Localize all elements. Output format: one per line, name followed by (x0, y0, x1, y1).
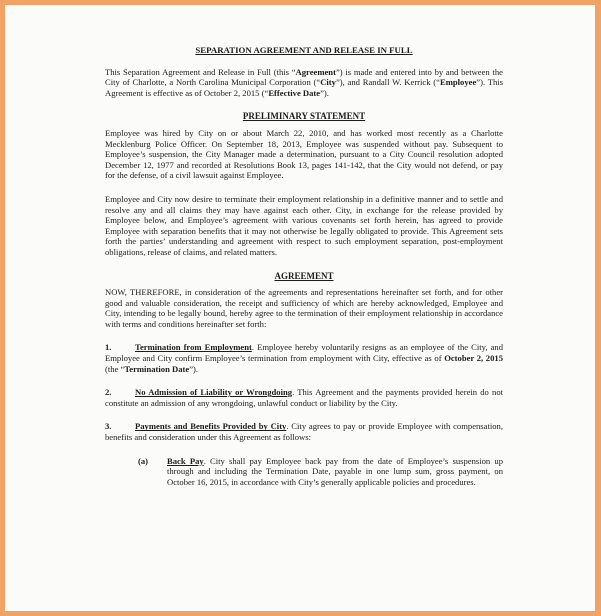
subclause-text: . City shall pay Employee back pay from the date of Employee’s suspension up through and including the Termination Date, payable in one lump sum, gross payment, on October 16, 2015, in accordance with City’s generally applicable policies and procedures. (167, 455, 503, 487)
clause-payments: 3. Payments and Benefits Provided by City. City agrees to pay or provide Employee with compensation, benefits and consideration under this Agreement as follows: (105, 421, 503, 443)
defined-term-effective-date: Effective Date (268, 87, 321, 98)
clause-heading: Termination from Employment (135, 342, 252, 353)
clause-number: 1. (105, 342, 112, 353)
clause-no-admission: 2. No Admission of Liability or Wrongdoing. This Agreement and the payments provided herein do not constitute an admission of any wrongdoing, unlawful conduct or liability by the City. (105, 387, 504, 408)
agreement-heading: AGREEMENT (274, 270, 334, 281)
defined-term-agreement: Agreement (295, 66, 336, 77)
clause-heading: No Admission of Liability or Wrongdoing (135, 387, 293, 398)
clause-number: 2. (105, 387, 112, 398)
preliminary-statement-heading: PRELIMINARY STATEMENT (242, 111, 366, 122)
subclause-heading: Back Pay (167, 455, 204, 466)
clause-heading: Payments and Benefits Provided by City (135, 421, 287, 432)
defined-term-city: City (320, 77, 336, 88)
termination-date-value: October 2, 2015 (444, 353, 503, 364)
preliminary-paragraph-1: Employee was hired by City on or about March 22, 2010, and has worked most recently as a Charlotte Mecklenburg Police Officer. On September 18, 2013, Employee was suspended without pay. Subsequent to Employee’s suspension, the City Manager made a determination, pursuant to a City Council resolution adopted December 12, 1977 and recorded at Resolutions Book 13, pages 141-142, that the City would not defend, or pay for the defense, of a civil lawsuit against Employee. (105, 127, 503, 181)
defined-term-employee: Employee (440, 77, 477, 88)
document-page (5, 5, 595, 611)
clause-number: 3. (105, 421, 112, 432)
document-body (105, 45, 503, 487)
document-title: SEPARATION AGREEMENT AND RELEASE IN FULL (195, 45, 413, 55)
subclause-back-pay (138, 456, 503, 488)
agreement-paragraph: NOW, THEREFORE, in consideration of the agreements and representations hereinafter set forth, and for other good and valuable consideration, the receipt and sufficiency of which are hereby acknowledged, Employee and City, intending to be legally bound, hereby agree to the termination of their employment relationship in accordance with terms and conditions hereinafter set forth: (105, 287, 503, 329)
intro-paragraph: This Separation Agreement and Release in Full (this “Agreement”) is made and entered into by and between the City of Charlotte, a North Carolina Municipal Corporation (“City”), and Randall W. Kerrick (“Employee”). This Agreement is effective as of October 2, 2015 (“Effective Date”). (105, 66, 503, 98)
subclause-label: (a) (138, 455, 149, 466)
preliminary-paragraph-2: Employee and City now desire to terminate their employment relationship in a definitive manner and to settle and resolve any and all claims they may have against each other. City, in exchange for the release provided by Employee below, and Employee’s agreement with various covenants set forth herein, has agreed to provide Employee with separation benefits that it may not otherwise be legally obligated to provide. This Agreement sets forth the parties’ understanding and agreement with respect to such employment separation, post-employment obligations, release of claims, and related matters. (105, 193, 503, 257)
defined-term-termination-date: Termination Date (124, 363, 190, 374)
clause-termination: 1. Termination from Employment. Employee hereby voluntarily resigns as an employee of the City, and Employee and City confirm Employee’s termination from employment with City, effective as of October 2, 2015 (the “Termination Date”). (105, 342, 503, 374)
